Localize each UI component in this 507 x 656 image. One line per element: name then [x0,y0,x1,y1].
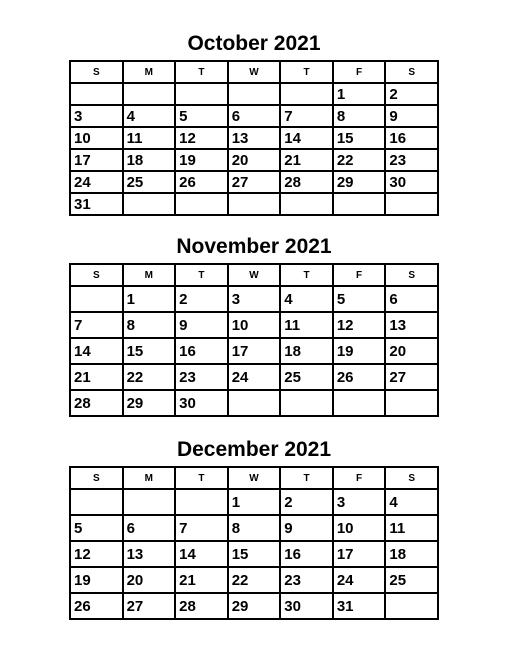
weekday-header: F [333,467,386,489]
day-cell [333,193,386,215]
week-row [70,286,438,312]
day-cell: 4 [280,286,333,312]
month-grid [69,60,439,216]
weekday-header: F [333,264,386,286]
weekday-header: S [385,61,438,83]
day-cell: 15 [123,338,176,364]
month-october [69,32,439,216]
day-cell: 5 [70,515,123,541]
weekday-header: M [123,61,176,83]
day-cell: 10 [333,515,386,541]
day-cell: 4 [123,105,176,127]
day-cell: 19 [70,567,123,593]
day-cell: 17 [70,149,123,171]
day-cell: 21 [70,364,123,390]
day-cell: 11 [123,127,176,149]
month-grid [69,263,439,417]
day-cell [123,193,176,215]
day-cell: 13 [228,127,281,149]
month-title: November 2021 [176,235,332,258]
day-cell: 20 [123,567,176,593]
day-cell: 19 [175,149,228,171]
day-cell: 8 [123,312,176,338]
day-cell [175,489,228,515]
weekday-header: W [228,61,281,83]
month-december [69,438,439,620]
day-cell: 3 [333,489,386,515]
day-cell [280,193,333,215]
day-cell: 26 [175,171,228,193]
weekday-header: S [70,264,123,286]
day-cell: 26 [70,593,123,619]
day-cell: 9 [385,105,438,127]
day-cell: 20 [385,338,438,364]
day-cell [385,193,438,215]
day-cell: 26 [333,364,386,390]
day-cell: 28 [175,593,228,619]
month-title: December 2021 [176,438,332,461]
day-cell: 22 [228,567,281,593]
day-cell: 14 [175,541,228,567]
week-row [70,83,438,105]
weekday-header: T [280,61,333,83]
day-cell: 3 [228,286,281,312]
week-row [70,489,438,515]
day-cell: 24 [70,171,123,193]
day-cell: 28 [70,390,123,416]
weekday-header: T [280,467,333,489]
day-cell: 30 [175,390,228,416]
week-row [70,364,438,390]
day-cell: 18 [123,149,176,171]
day-cell: 3 [70,105,123,127]
day-cell: 31 [333,593,386,619]
day-cell: 9 [280,515,333,541]
day-cell [175,83,228,105]
day-cell: 7 [280,105,333,127]
day-cell: 5 [333,286,386,312]
day-cell [385,390,438,416]
day-cell: 25 [280,364,333,390]
day-cell: 2 [280,489,333,515]
day-cell: 6 [123,515,176,541]
week-row [70,171,438,193]
week-row [70,312,438,338]
day-cell [280,390,333,416]
day-cell: 28 [280,171,333,193]
day-cell: 16 [280,541,333,567]
day-cell [70,489,123,515]
day-cell: 4 [385,489,438,515]
day-cell: 7 [175,515,228,541]
day-cell: 14 [70,338,123,364]
day-cell [280,83,333,105]
day-cell: 6 [385,286,438,312]
week-row [70,193,438,215]
week-row [70,338,438,364]
day-cell: 13 [385,312,438,338]
week-row [70,567,438,593]
day-cell: 31 [70,193,123,215]
day-cell: 7 [70,312,123,338]
day-cell: 11 [280,312,333,338]
day-cell: 12 [70,541,123,567]
day-cell: 6 [228,105,281,127]
day-cell: 25 [123,171,176,193]
week-row [70,149,438,171]
day-cell: 22 [333,149,386,171]
day-cell: 23 [385,149,438,171]
day-cell: 30 [385,171,438,193]
day-cell: 16 [385,127,438,149]
day-cell: 15 [228,541,281,567]
day-cell [70,83,123,105]
day-cell: 15 [333,127,386,149]
day-cell: 9 [175,312,228,338]
weekday-header: W [228,264,281,286]
day-cell: 23 [280,567,333,593]
day-cell: 27 [123,593,176,619]
day-cell: 24 [228,364,281,390]
weekday-header: T [175,264,228,286]
day-cell: 12 [333,312,386,338]
day-cell: 24 [333,567,386,593]
weekday-header: T [175,467,228,489]
weekday-header: M [123,264,176,286]
day-cell: 21 [175,567,228,593]
week-row [70,390,438,416]
day-cell [228,390,281,416]
day-cell: 23 [175,364,228,390]
day-cell: 2 [385,83,438,105]
day-cell: 20 [228,149,281,171]
weekday-header: M [123,467,176,489]
weekday-header: F [333,61,386,83]
day-cell: 17 [333,541,386,567]
day-cell: 22 [123,364,176,390]
day-cell [385,593,438,619]
weekday-header: T [280,264,333,286]
day-cell: 29 [228,593,281,619]
weekday-header: S [385,467,438,489]
day-cell: 1 [228,489,281,515]
month-november [69,235,439,417]
month-grid [69,466,439,620]
weekday-header: W [228,467,281,489]
day-cell: 8 [228,515,281,541]
week-row [70,515,438,541]
day-cell [123,489,176,515]
weekday-header: S [385,264,438,286]
day-cell: 8 [333,105,386,127]
day-cell: 2 [175,286,228,312]
day-cell: 1 [123,286,176,312]
day-cell [123,83,176,105]
day-cell: 5 [175,105,228,127]
day-cell: 18 [280,338,333,364]
day-cell: 14 [280,127,333,149]
weekday-header: T [175,61,228,83]
day-cell: 12 [175,127,228,149]
day-cell [175,193,228,215]
day-cell: 17 [228,338,281,364]
day-cell [70,286,123,312]
day-cell: 1 [333,83,386,105]
day-cell: 29 [333,171,386,193]
weekday-header: S [70,61,123,83]
day-cell: 10 [228,312,281,338]
month-title: October 2021 [187,32,321,55]
day-cell: 27 [385,364,438,390]
day-cell: 27 [228,171,281,193]
day-cell: 18 [385,541,438,567]
day-cell: 30 [280,593,333,619]
day-cell: 21 [280,149,333,171]
day-cell: 29 [123,390,176,416]
weekday-header: S [70,467,123,489]
week-row [70,105,438,127]
day-cell: 11 [385,515,438,541]
day-cell: 13 [123,541,176,567]
day-cell [333,390,386,416]
day-cell [228,193,281,215]
day-cell [228,83,281,105]
day-cell: 25 [385,567,438,593]
week-row [70,541,438,567]
day-cell: 19 [333,338,386,364]
week-row [70,127,438,149]
day-cell: 10 [70,127,123,149]
day-cell: 16 [175,338,228,364]
week-row [70,593,438,619]
